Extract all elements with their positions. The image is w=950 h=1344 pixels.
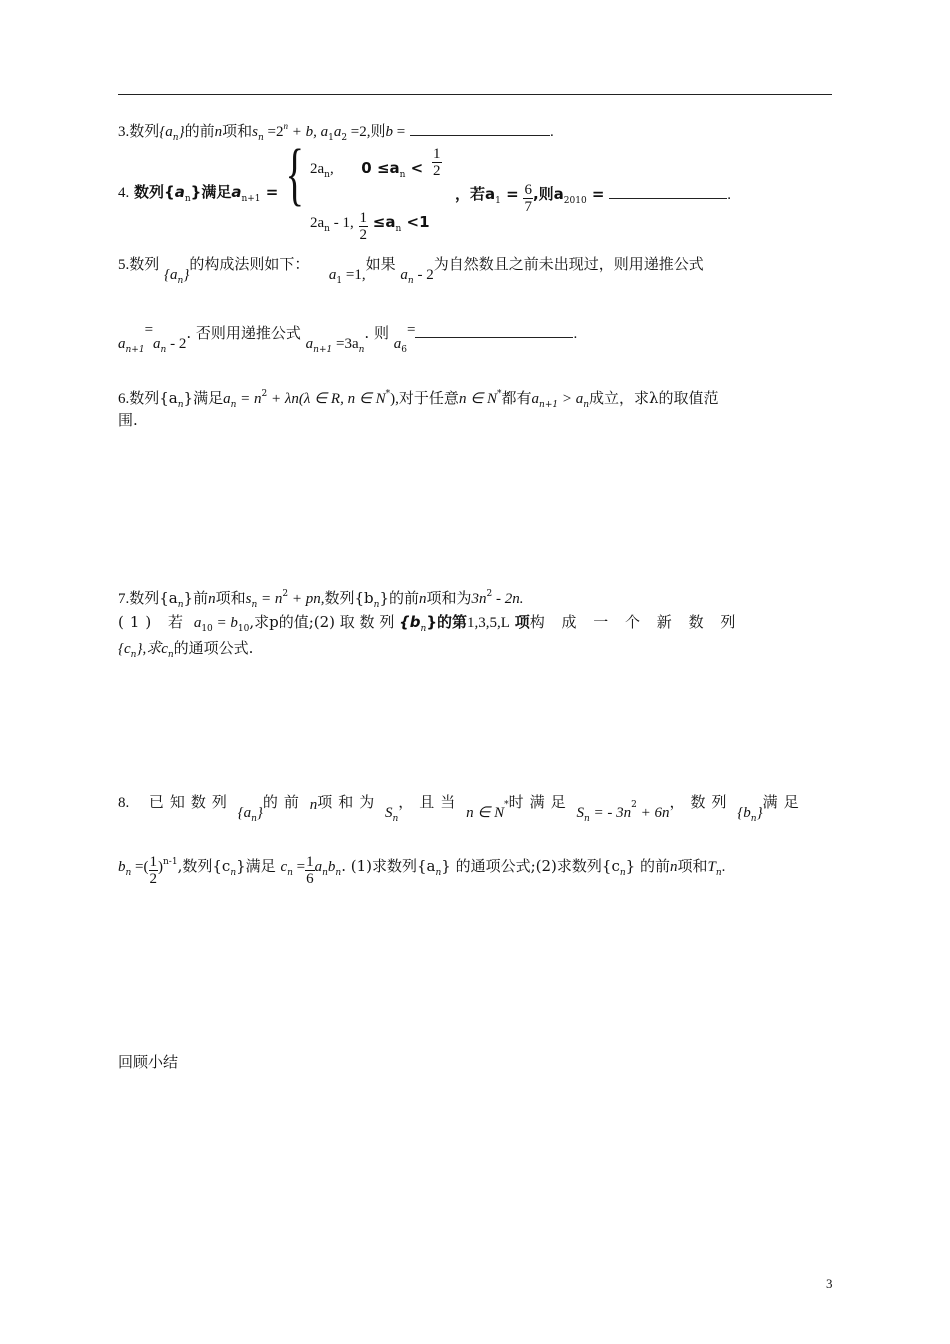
initial-value-fraction: $\frac{6}{7}$ [524, 182, 532, 215]
answer-blank[interactable] [415, 325, 573, 338]
problem-4: 4. 数列$\{a_n\}$满足$a_{n+1}$ = [118, 183, 279, 204]
problem-8-line-1: 8. 已知数列 $\{a_n\}$的前 n项和为 $S_n$，且当 n ∈ N*时满足 $S_n$ = - 3n2 + 6n，数列 $\{b_n\}$满足 [118, 793, 805, 824]
sixth-fraction: $\frac{1}{6}$ [306, 854, 314, 887]
problem-6-line-1: 6.数列$\{a_n\}$满足$a_n = n^2 + \lambda n(\lambda$ ∈ R, n ∈ N*),对于任意n ∈ N*都有$a_{n+1} > a_n$成立，求λ的取值范 [118, 389, 719, 410]
piecewise-case-1: $2a_n$, $0 \le a_n$ < [310, 159, 424, 180]
page-number: 3 [826, 1276, 833, 1291]
half-fraction-2: $\frac{1}{2}$ [359, 210, 367, 243]
problem-7-line-1: 7.数列$\{a_n\}$前n项和$s_n = n^2$ + pn,数列$\{b_n\}$的前n项和为$3n^2 - 2n$. [118, 589, 524, 610]
problem-6-line-2: 围. [118, 411, 138, 429]
half-fraction-3: $\frac{1}{2}$ [149, 854, 158, 887]
problem-7-line-3: $\{c_n\}$,求$c_n$的通项公式. [118, 639, 254, 660]
piecewise-case-2: $2a_n - 1$, $\frac{1}{2}$ $\le a_n <1$ [310, 210, 430, 243]
answer-blank[interactable] [609, 186, 727, 199]
half-fraction-1: $\frac{1}{2}$ [433, 146, 441, 179]
header-rule [118, 94, 832, 95]
problem-8-line-2: $b_n$ =( $\frac{1}{2}$ )$^{n-1}$,数列$\{c_n\}$满足 $c_n$ = $\frac{1}{6}$ $a_nb_n$. (1)求数列$\{a_n\}$ 的通项公式;(2)求数列$\{c_n\}$ 的前n项和$T_n$. [118, 854, 726, 887]
answer-blank[interactable] [410, 123, 550, 136]
piecewise-brace: { [285, 136, 305, 213]
problem-5-line-1: 5.数列 $\{a_n\}$的构成法则如下： $a_1 =1$,如果 $a_n - 2$为自然数且之前未出现过，则用递推公式 [118, 255, 704, 286]
problem-7-line-2: (1) 若 $a_{10} = b_{10}$,求p的值;(2) 取 数 列 $\{b_n\}$的第1,3,5,L 项构 成 一 个 新 数 列 [118, 613, 742, 634]
problem-5-line-2: $a_{n+1}=a_n - 2$. 否则用递推公式 $a_{n+1} =3a_n$. 则 $a_6=$ . [118, 322, 578, 355]
review-summary-heading: 回顾小结 [118, 1053, 179, 1071]
problem-4-condition: ，若$a_1$ = $\frac{6}{7}$ ,则$a_{2010}$ = . [455, 182, 731, 215]
problem-3: 3.数列$\{a_n\}$的前n项和$s_n =2^n + b$, $a_1a_2 =2$,则b = . [118, 121, 554, 143]
